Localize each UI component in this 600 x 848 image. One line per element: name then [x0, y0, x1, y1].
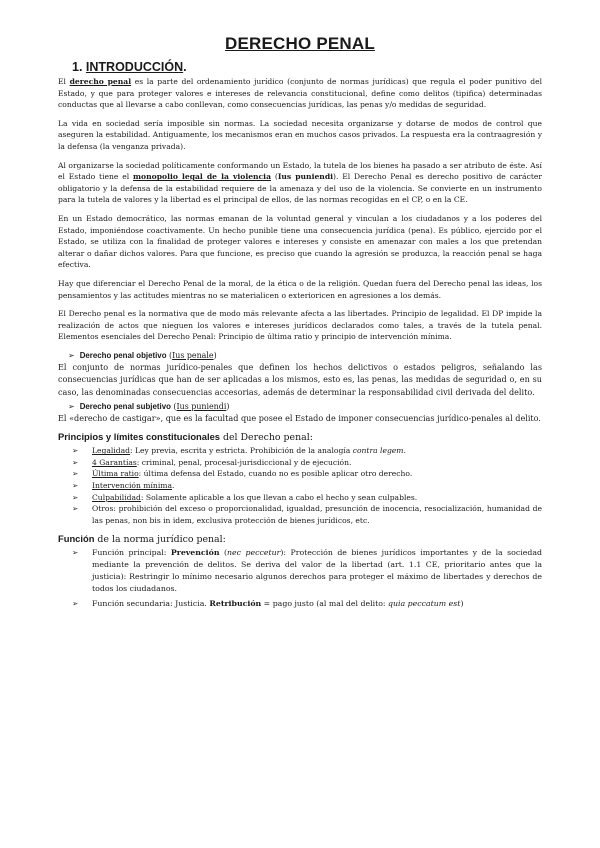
arrow-bullet-icon: ➢	[68, 401, 75, 411]
item-text: )	[460, 599, 464, 609]
item-bold: Prevención	[170, 548, 220, 558]
heading-bold: Función	[58, 533, 95, 545]
item-text: : Ley previa, escrita y estricta. Prohibición de la analogía	[130, 446, 353, 456]
section-heading-principios	[58, 430, 542, 444]
item-text: Función principal:	[92, 548, 171, 558]
item-italic: contra legem	[352, 446, 404, 456]
list-item-prevencion	[70, 547, 542, 595]
paragraph-moral: Hay que diferenciar el Derecho Penal de la moral, de la ética o de la religión. Quedan fuera del Derecho penal las ideas, los pensamientos y las actitudes mientras no se materialicen o exterioricen en agresiones a los demás.	[58, 278, 542, 300]
paragraph-subjetivo: El «derecho de castigar», que es la facultad que posee el Estado de imponer consecuencias jurídico-penales al delito.	[58, 412, 541, 423]
text-run: (	[166, 350, 173, 360]
section-label: INTRODUCCIÓN	[85, 60, 184, 74]
heading-rest: de la norma jurídico penal:	[94, 534, 226, 546]
paragraph-estado	[58, 160, 542, 206]
subheading-objetivo	[68, 350, 542, 361]
item-italic: nec peccetur	[227, 548, 281, 558]
item-text: .	[171, 481, 175, 491]
item-text: : Solamente aplicable a los que llevan a cabo el hecho y sean culpables.	[140, 492, 418, 502]
text-run: El	[58, 77, 70, 86]
paragraph-objetivo: El conjunto de normas jurídico-penales que definen los hechos delictivos o estados peligros, señalando las consecuencias jurídicas que han de ser aplicadas a los mismos, esto es, las penas, las medidas de seguridad o, en su caso, las denominadas consecuencias accesorias, además de determinar la responsabilidad civil derivada del delito.	[58, 361, 542, 398]
latin-term: Ius penale	[172, 350, 214, 360]
item-label: 4 Garantías	[92, 457, 137, 467]
latin-term: Ius puniendi	[176, 401, 227, 411]
list-item	[70, 480, 542, 492]
item-italic: quia peccatum est	[388, 599, 461, 609]
text-run: (	[170, 401, 177, 411]
arrow-bullet-icon: ➢	[72, 469, 79, 479]
arrow-bullet-icon: ➢	[72, 481, 79, 491]
list-item	[70, 468, 542, 480]
function-list	[58, 547, 542, 610]
section-suffix: .	[183, 60, 187, 74]
item-label: Culpabilidad	[92, 492, 141, 502]
section-number: 1.	[72, 60, 83, 74]
section-heading-introduccion	[72, 60, 542, 74]
list-item	[70, 457, 542, 469]
text-run: ). El Derecho Penal es derecho positivo de carácter obligatorio y la defensa de la estabilidad requiere de la amenaza y del uso de la violencia. Se convierte en un instrumento para la tutela de valores y la libertad es el principal de ellos, de las normas recogidas en el CP, o en la CE.	[58, 172, 543, 205]
term-ius-puniendi: Ius puniendi	[277, 172, 334, 182]
document-page	[58, 34, 542, 614]
item-text: = pago justo (al mal del delito:	[261, 599, 389, 609]
item-text: : última defensa del Estado, cuando no es posible aplicar otro derecho.	[138, 469, 413, 479]
principles-list	[58, 445, 542, 526]
item-text: : criminal, penal, procesal-jurisdiccional y de ejecución.	[136, 457, 352, 467]
item-end: .	[403, 446, 406, 456]
list-item-retribucion	[70, 598, 542, 610]
section-heading-funcion	[58, 532, 542, 546]
item-text: Otros: prohibición del exceso o proporcionalidad, igualdad, presunción de inocencia, resocialización, humanidad de las penas, non bis in idem, exclusiva protección de bienes jurídicos, etc.	[92, 504, 542, 525]
term-monopolio: monopolio legal de la violencia	[133, 172, 271, 182]
list-item	[70, 503, 542, 526]
arrow-bullet-icon: ➢	[72, 599, 79, 609]
arrow-bullet-icon: ➢	[72, 548, 79, 558]
subheading-subjetivo	[68, 401, 542, 412]
document-title: DERECHO PENAL	[225, 34, 375, 53]
term-derecho-penal: derecho penal	[69, 77, 132, 86]
text-run: Al organizarse la sociedad políticamente conformando un Estado, la tutela de los bienes ha pasado a ser atributo de éste. Así el Estado tiene el	[58, 160, 542, 182]
subheading-label: Derecho penal subjetivo	[79, 401, 171, 411]
paragraph-definition	[58, 76, 542, 111]
paragraph-sociedad: La vida en sociedad sería imposible sin normas. La sociedad necesita organizarse y dotarse de modos de control que aseguren la estabilidad. Antiguamente, los mecanismos eran en muchos casos privados. La respuesta era la contraagresión y la defensa (la venganza privada).	[58, 118, 542, 151]
paragraph-democratico: En un Estado democrático, las normas emanan de la voluntad general y vinculan a los ciudadanos y a los poderes del Estado, imponiéndose coactivamente. Un hecho punible tiene una consecuencia jurídica (pena). Es público, ejercido por el Estado, se utiliza con la finalidad de proteger valores e intereses y consiste en amenazar con males a los que pretendan alterar o dañar dichos valores. Para que funcione, es preciso que cuando la agresión se produzca, la reacción penal se haga efectiva.	[58, 213, 542, 270]
paragraph-libertades: El Derecho penal es la normativa que de modo más relevante afecta a las libertades. Principio de legalidad. El DP impide la realización de actos que nieguen los valores e intereses jurídicos declarados como tales, a través de la tutela penal. Elementos esenciales del Derecho Penal: Principio de última ratio y principio de intervención mínima.	[58, 309, 542, 342]
text-run: (	[271, 172, 278, 182]
text-run: )	[226, 401, 230, 411]
text-run: es la parte del ordenamiento jurídico (conjunto de normas jurídicas) que regula el poder punitivo del Estado, y que para proteger valores e intereses de relevancia constitucional, define como delitos (tipifica) determinadas conductas que al llevarse a cabo conllevan, como consecuencias jurídicas, las penas y/o medidas de seguridad.	[58, 77, 542, 110]
item-label: Legalidad	[92, 446, 131, 456]
heading-bold: Principios y límites constitucionales	[58, 431, 221, 443]
list-item	[70, 445, 542, 457]
arrow-bullet-icon: ➢	[72, 492, 79, 502]
arrow-bullet-icon: ➢	[72, 446, 79, 456]
heading-rest: del Derecho penal:	[220, 432, 313, 444]
arrow-bullet-icon: ➢	[72, 457, 79, 467]
arrow-bullet-icon: ➢	[72, 504, 79, 514]
subheading-label: Derecho penal objetivo	[79, 350, 167, 360]
item-text: ): Protección de bienes jurídicos importantes y de la sociedad mediante la prevención de delitos. Se deriva del valor de la libertad (art. 1.1 CE, prioritario antes que la justicia): Restringir lo mínimo necesario algunos derechos para proteger el máximo de libertades y derechos de todos los ciudadanos.	[92, 548, 542, 594]
item-bold: Retribución	[209, 599, 262, 609]
item-text: (	[219, 548, 228, 558]
list-item	[70, 492, 542, 504]
item-text: Función secundaria: Justicia.	[92, 599, 210, 609]
arrow-bullet-icon: ➢	[68, 350, 75, 360]
text-run: )	[213, 350, 217, 360]
item-label: Última ratio	[92, 469, 139, 479]
item-label: Intervención mínima	[92, 481, 172, 491]
